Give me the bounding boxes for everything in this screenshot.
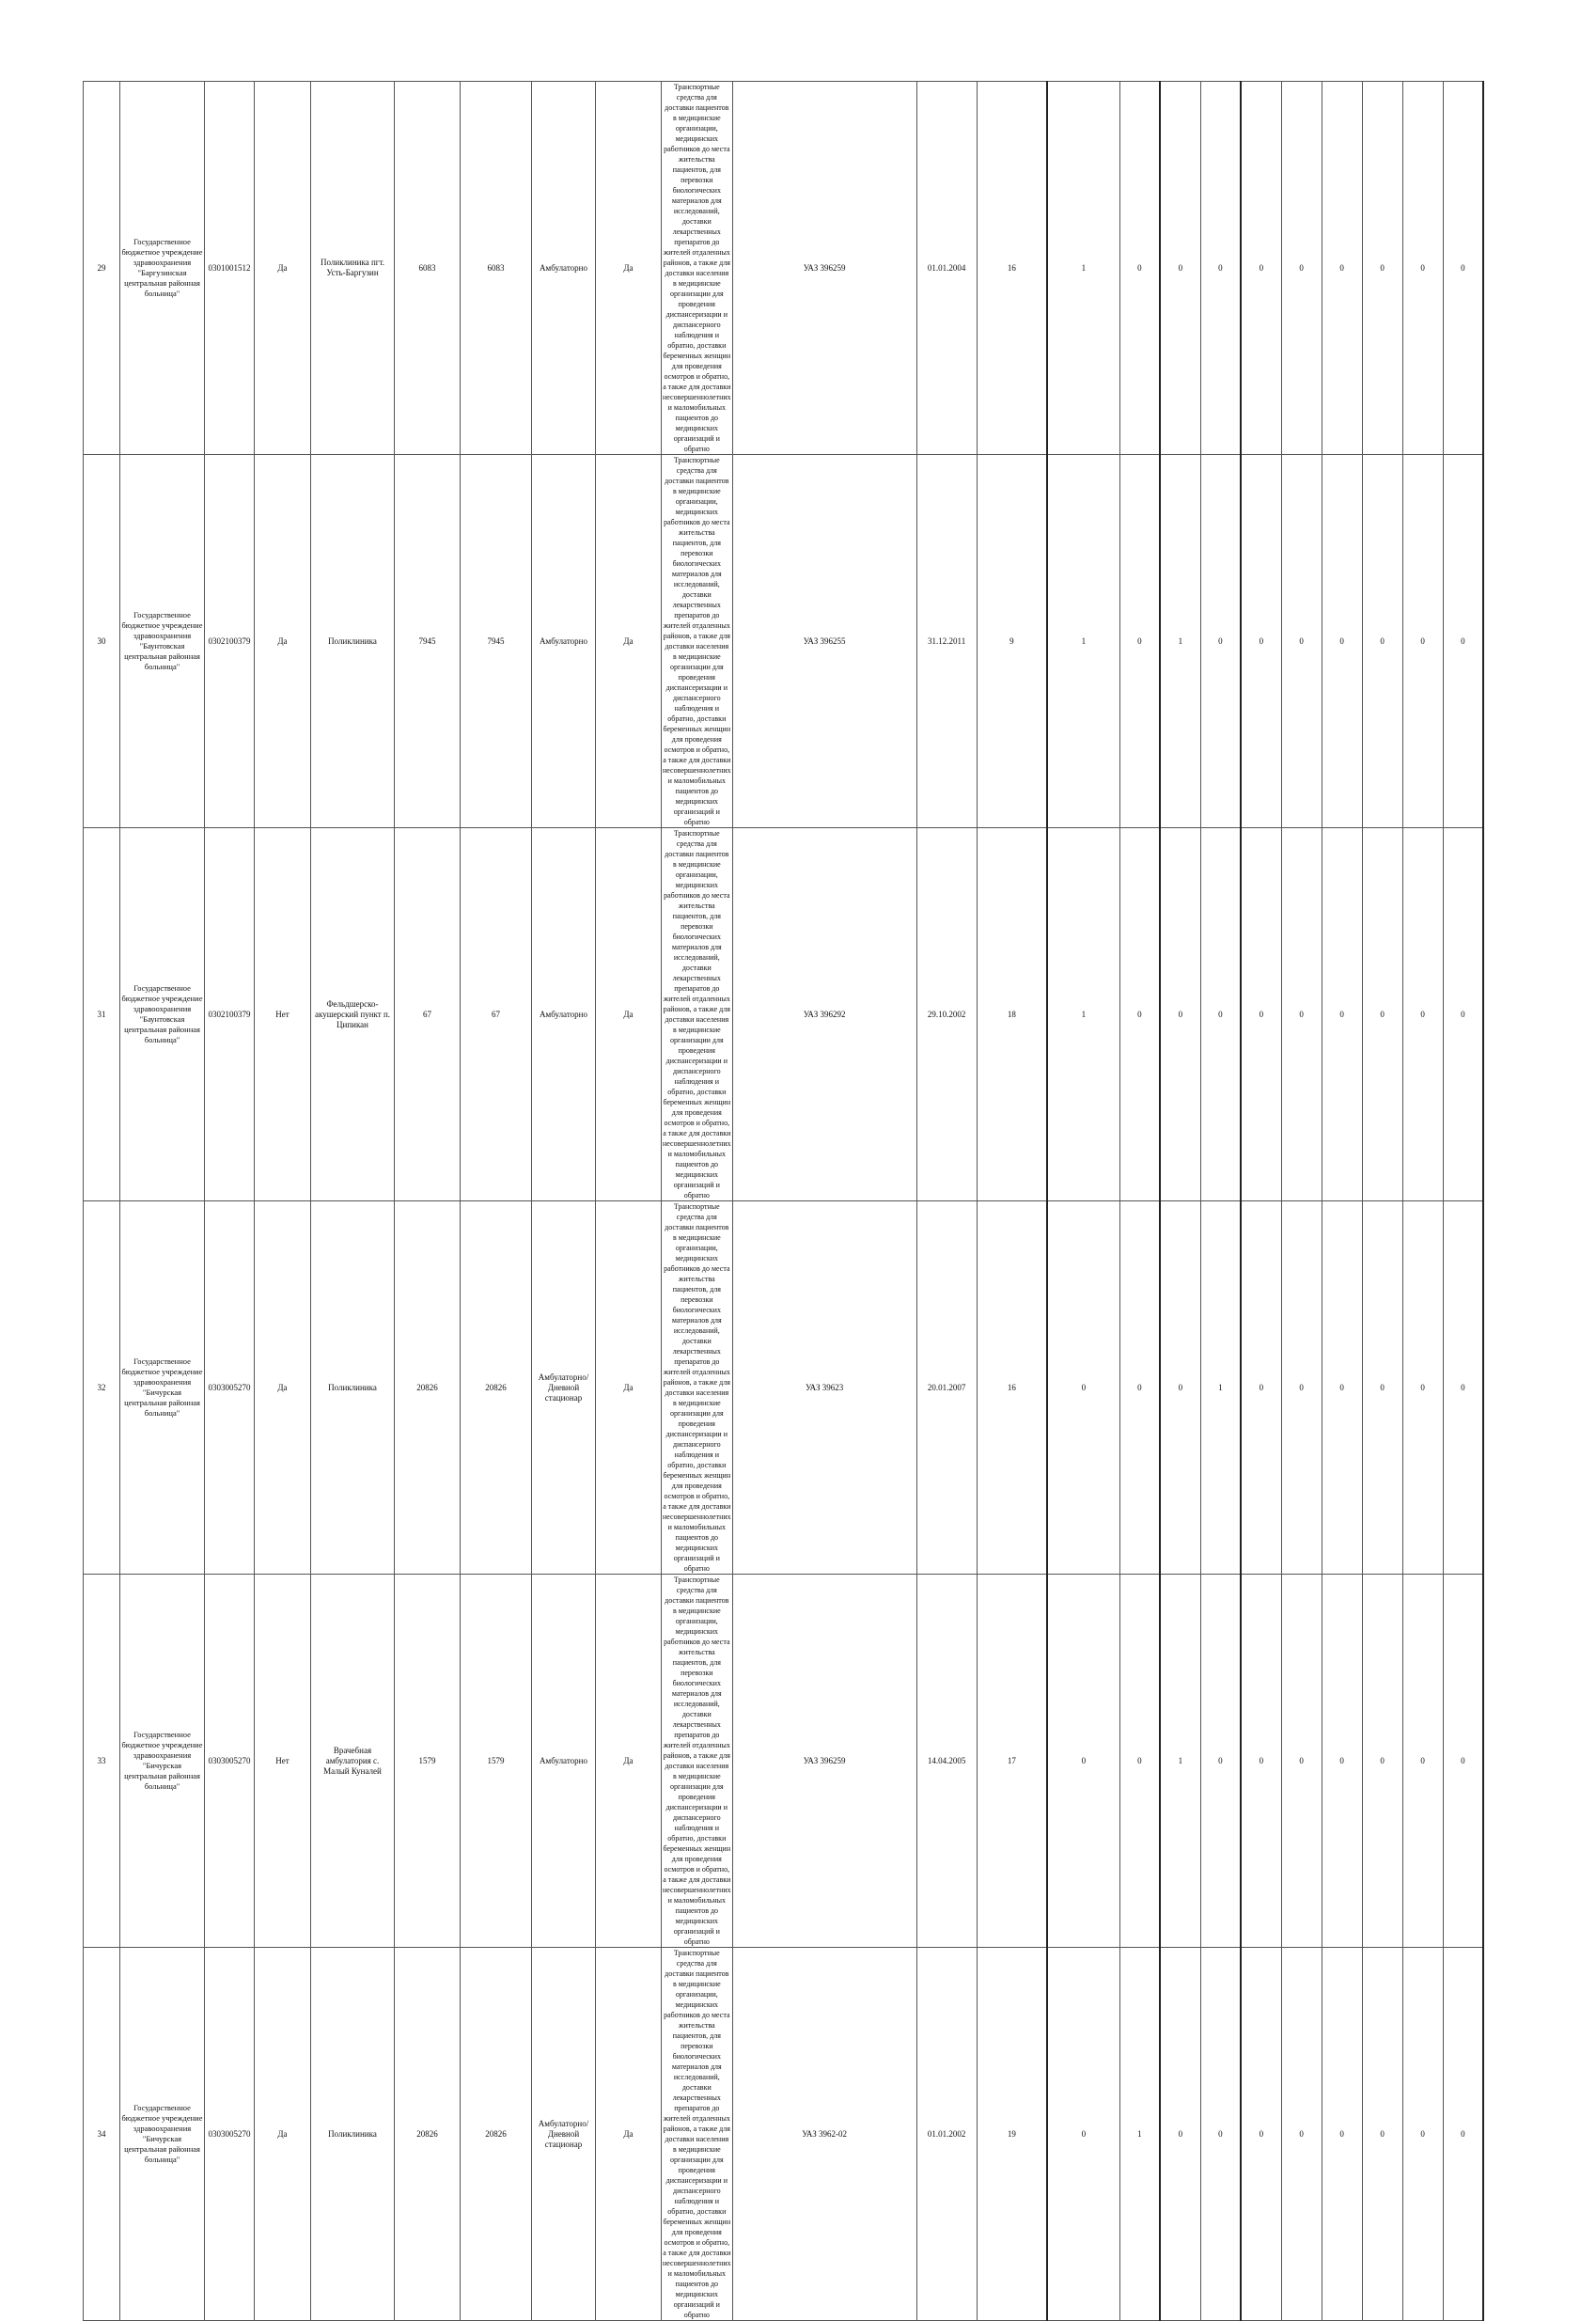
vehicle-purpose: Транспортные средства для доставки пациентов в медицинские организации, медицинских работников до места жительства пациентов, для перевозки биологических материалов для исследований, доставки лекарственных препаратов до жителей отдаленных районов, а также для доставки населения в медицинские организации для проведения диспансеризации и диспансерного наблюдения и обратно, доставки беременных женщин для проведения осмотров и обратно, а также для доставки несовершеннолетних и маломобильных пациентов до медицинских организаций и обратно xyxy=(663,1202,731,1573)
count-cell: 0 xyxy=(1160,82,1200,455)
care-type: Амбулаторно/Дневной стационар xyxy=(532,1948,596,2321)
vehicle-age: 16 xyxy=(977,82,1047,455)
row-number: 32 xyxy=(84,1201,120,1575)
population-1: 20826 xyxy=(395,1201,461,1575)
table-row xyxy=(84,82,1525,455)
count-cell: 0 xyxy=(1362,1948,1402,2321)
vehicle-date: 31.12.2011 xyxy=(916,455,977,828)
count-cell: 0 xyxy=(1281,1201,1322,1575)
count-cell: 0 xyxy=(1281,455,1322,828)
vehicle-model: УАЗ 39623 xyxy=(732,1201,916,1575)
count-cell: 0 xyxy=(1241,828,1281,1201)
count-cell: 0 xyxy=(1443,1575,1483,1948)
vehicle-model: УАЗ 396259 xyxy=(732,82,916,455)
count-cell: 0 xyxy=(1241,1201,1281,1575)
count-cell: 0 xyxy=(1119,82,1160,455)
vehicle-model: УАЗ 3962-02 xyxy=(732,1948,916,2321)
care-type: Амбулаторно xyxy=(532,455,596,828)
population-1: 1579 xyxy=(395,1575,461,1948)
flag-second: Да xyxy=(596,82,662,455)
count-cell: 1 xyxy=(1119,1948,1160,2321)
organization-name: Государственное бюджетное учреждение здравоохранения "Баунтовская центральная районная больница" xyxy=(120,455,205,828)
flag-second: Да xyxy=(596,1575,662,1948)
vehicle-age: 16 xyxy=(977,1201,1047,1575)
facility-name: Поликлиника xyxy=(311,1201,395,1575)
count-cell: 0 xyxy=(1322,455,1362,828)
count-cell: 0 xyxy=(1119,1201,1160,1575)
inn-code: 0302100379 xyxy=(205,455,255,828)
count-cell: 0 xyxy=(1362,828,1402,1201)
organization-name: Государственное бюджетное учреждение здравоохранения "Бичурская центральная районная больница" xyxy=(120,1201,205,1575)
count-cell: 0 xyxy=(1200,1575,1241,1948)
organization-name: Государственное бюджетное учреждение здравоохранения "Бичурская центральная районная больница" xyxy=(120,1948,205,2321)
population-1: 6083 xyxy=(395,82,461,455)
count-cell: 0 xyxy=(1047,1575,1119,1948)
flag-second: Да xyxy=(596,455,662,828)
table-row xyxy=(84,828,1525,1201)
count-cell: 0 xyxy=(1241,1948,1281,2321)
organization-name: Государственное бюджетное учреждение здравоохранения "Бичурская центральная районная больница" xyxy=(120,1575,205,1948)
flag-second: Да xyxy=(596,1201,662,1575)
count-cell: 0 xyxy=(1160,1201,1200,1575)
count-cell: 0 xyxy=(1200,455,1241,828)
count-cell: 0 xyxy=(1047,1948,1119,2321)
facility-name: Врачебная амбулатория с. Малый Куналей xyxy=(311,1575,395,1948)
count-cell: 0 xyxy=(1362,1201,1402,1575)
count-cell: 0 xyxy=(1119,828,1160,1201)
count-cell: 0 xyxy=(1281,828,1322,1201)
inn-code: 0301001512 xyxy=(205,82,255,455)
facility-name: Фельдшерско-акушерский пункт п. Ципикан xyxy=(311,828,395,1201)
vehicle-age: 18 xyxy=(977,828,1047,1201)
facility-name: Поликлиника xyxy=(311,455,395,828)
table-row xyxy=(84,455,1525,828)
count-cell: 0 xyxy=(1241,1575,1281,1948)
count-cell: 0 xyxy=(1362,82,1402,455)
count-cell: 0 xyxy=(1322,1201,1362,1575)
row-number: 31 xyxy=(84,828,120,1201)
flag-main: Да xyxy=(255,455,311,828)
vehicle-model: УАЗ 396292 xyxy=(732,828,916,1201)
care-type: Амбулаторно xyxy=(532,828,596,1201)
vehicle-purpose: Транспортные средства для доставки пациентов в медицинские организации, медицинских работников до места жительства пациентов, для перевозки биологических материалов для исследований, доставки лекарственных препаратов до жителей отдаленных районов, а также для доставки населения в медицинские организации для проведения диспансеризации и диспансерного наблюдения и обратно, доставки беременных женщин для проведения осмотров и обратно, а также для доставки несовершеннолетних и маломобильных пациентов до медицинских организаций и обратно xyxy=(663,829,731,1200)
count-cell: 0 xyxy=(1443,1201,1483,1575)
vehicle-purpose: Транспортные средства для доставки пациентов в медицинские организации, медицинских работников до места жительства пациентов, для перевозки биологических материалов для исследований, доставки лекарственных препаратов до жителей отдаленных районов, а также для доставки населения в медицинские организации для проведения диспансеризации и диспансерного наблюдения и обратно, доставки беременных женщин для проведения осмотров и обратно, а также для доставки несовершеннолетних и маломобильных пациентов до медицинских организаций и обратно xyxy=(663,83,731,453)
count-cell: 0 xyxy=(1281,1575,1322,1948)
flag-main: Да xyxy=(255,1201,311,1575)
vehicle-model: УАЗ 396259 xyxy=(732,1575,916,1948)
flag-main: Да xyxy=(255,82,311,455)
count-cell: 0 xyxy=(1200,828,1241,1201)
count-cell: 1 xyxy=(1160,1575,1200,1948)
flag-second: Да xyxy=(596,1948,662,2321)
vehicle-model: УАЗ 396255 xyxy=(732,455,916,828)
count-cell: 0 xyxy=(1241,455,1281,828)
count-cell: 0 xyxy=(1119,1575,1160,1948)
flag-main: Нет xyxy=(255,1575,311,1948)
count-cell: 0 xyxy=(1281,82,1322,455)
vehicle-date: 29.10.2002 xyxy=(916,828,977,1201)
population-2: 67 xyxy=(461,828,532,1201)
population-2: 1579 xyxy=(461,1575,532,1948)
table-row xyxy=(84,1201,1525,1575)
facility-name: Поликлиника xyxy=(311,1948,395,2321)
count-cell: 0 xyxy=(1443,455,1483,828)
count-cell: 0 xyxy=(1402,1575,1443,1948)
table-row xyxy=(84,1948,1525,2321)
row-number: 33 xyxy=(84,1575,120,1948)
vehicle-date: 14.04.2005 xyxy=(916,1575,977,1948)
count-cell: 0 xyxy=(1322,82,1362,455)
row-number: 34 xyxy=(84,1948,120,2321)
flag-main: Нет xyxy=(255,828,311,1201)
inn-code: 0302100379 xyxy=(205,828,255,1201)
count-cell: 0 xyxy=(1160,828,1200,1201)
count-cell: 0 xyxy=(1402,455,1443,828)
table-row xyxy=(84,1575,1525,1948)
count-cell: 1 xyxy=(1160,455,1200,828)
vehicle-age: 17 xyxy=(977,1575,1047,1948)
count-cell: 1 xyxy=(1047,828,1119,1201)
count-cell: 0 xyxy=(1362,1575,1402,1948)
flag-second: Да xyxy=(596,828,662,1201)
count-cell: 1 xyxy=(1047,455,1119,828)
count-cell: 0 xyxy=(1402,828,1443,1201)
inn-code: 0303005270 xyxy=(205,1948,255,2321)
count-cell: 0 xyxy=(1281,1948,1322,2321)
care-type: Амбулаторно xyxy=(532,82,596,455)
count-cell: 0 xyxy=(1443,82,1483,455)
count-cell: 0 xyxy=(1200,1948,1241,2321)
inn-code: 0303005270 xyxy=(205,1575,255,1948)
count-cell: 0 xyxy=(1443,1948,1483,2321)
population-1: 7945 xyxy=(395,455,461,828)
count-cell: 1 xyxy=(1200,1201,1241,1575)
count-cell: 0 xyxy=(1322,1575,1362,1948)
care-type: Амбулаторно/Дневной стационар xyxy=(532,1201,596,1575)
row-number: 29 xyxy=(84,82,120,455)
population-2: 20826 xyxy=(461,1201,532,1575)
population-2: 7945 xyxy=(461,455,532,828)
vehicle-date: 01.01.2002 xyxy=(916,1948,977,2321)
count-cell: 0 xyxy=(1241,82,1281,455)
count-cell: 0 xyxy=(1047,1201,1119,1575)
vehicle-date: 01.01.2004 xyxy=(916,82,977,455)
vehicle-age: 9 xyxy=(977,455,1047,828)
count-cell: 0 xyxy=(1322,1948,1362,2321)
vehicle-table xyxy=(83,81,1525,2321)
organization-name: Государственное бюджетное учреждение здравоохранения "Баргузинская центральная районная больница" xyxy=(120,82,205,455)
population-1: 67 xyxy=(395,828,461,1201)
inn-code: 0303005270 xyxy=(205,1201,255,1575)
vehicle-purpose: Транспортные средства для доставки пациентов в медицинские организации, медицинских работников до места жительства пациентов, для перевозки биологических материалов для исследований, доставки лекарственных препаратов до жителей отдаленных районов, а также для доставки населения в медицинские организации для проведения диспансеризации и диспансерного наблюдения и обратно, доставки беременных женщин для проведения осмотров и обратно, а также для доставки несовершеннолетних и маломобильных пациентов до медицинских организаций и обратно xyxy=(663,1576,731,1946)
count-cell: 0 xyxy=(1200,82,1241,455)
flag-main: Да xyxy=(255,1948,311,2321)
count-cell: 0 xyxy=(1119,455,1160,828)
count-cell: 0 xyxy=(1402,1201,1443,1575)
count-cell: 0 xyxy=(1160,1948,1200,2321)
facility-name: Поликлиника пгт. Усть-Баргузин xyxy=(311,82,395,455)
count-cell: 0 xyxy=(1362,455,1402,828)
care-type: Амбулаторно xyxy=(532,1575,596,1948)
population-2: 6083 xyxy=(461,82,532,455)
count-cell: 1 xyxy=(1047,82,1119,455)
count-cell: 0 xyxy=(1443,828,1483,1201)
vehicle-purpose: Транспортные средства для доставки пациентов в медицинские организации, медицинских работников до места жительства пациентов, для перевозки биологических материалов для исследований, доставки лекарственных препаратов до жителей отдаленных районов, а также для доставки населения в медицинские организации для проведения диспансеризации и диспансерного наблюдения и обратно, доставки беременных женщин для проведения осмотров и обратно, а также для доставки несовершеннолетних и маломобильных пациентов до медицинских организаций и обратно xyxy=(663,1949,731,2319)
vehicle-purpose: Транспортные средства для доставки пациентов в медицинские организации, медицинских работников до места жительства пациентов, для перевозки биологических материалов для исследований, доставки лекарственных препаратов до жителей отдаленных районов, а также для доставки населения в медицинские организации для проведения диспансеризации и диспансерного наблюдения и обратно, доставки беременных женщин для проведения осмотров и обратно, а также для доставки несовершеннолетних и маломобильных пациентов до медицинских организаций и обратно xyxy=(663,456,731,826)
population-2: 20826 xyxy=(461,1948,532,2321)
count-cell: 0 xyxy=(1322,828,1362,1201)
vehicle-date: 20.01.2007 xyxy=(916,1201,977,1575)
row-number: 30 xyxy=(84,455,120,828)
population-1: 20826 xyxy=(395,1948,461,2321)
organization-name: Государственное бюджетное учреждение здравоохранения "Баунтовская центральная районная больница" xyxy=(120,828,205,1201)
count-cell: 0 xyxy=(1402,82,1443,455)
count-cell: 0 xyxy=(1402,1948,1443,2321)
vehicle-age: 19 xyxy=(977,1948,1047,2321)
